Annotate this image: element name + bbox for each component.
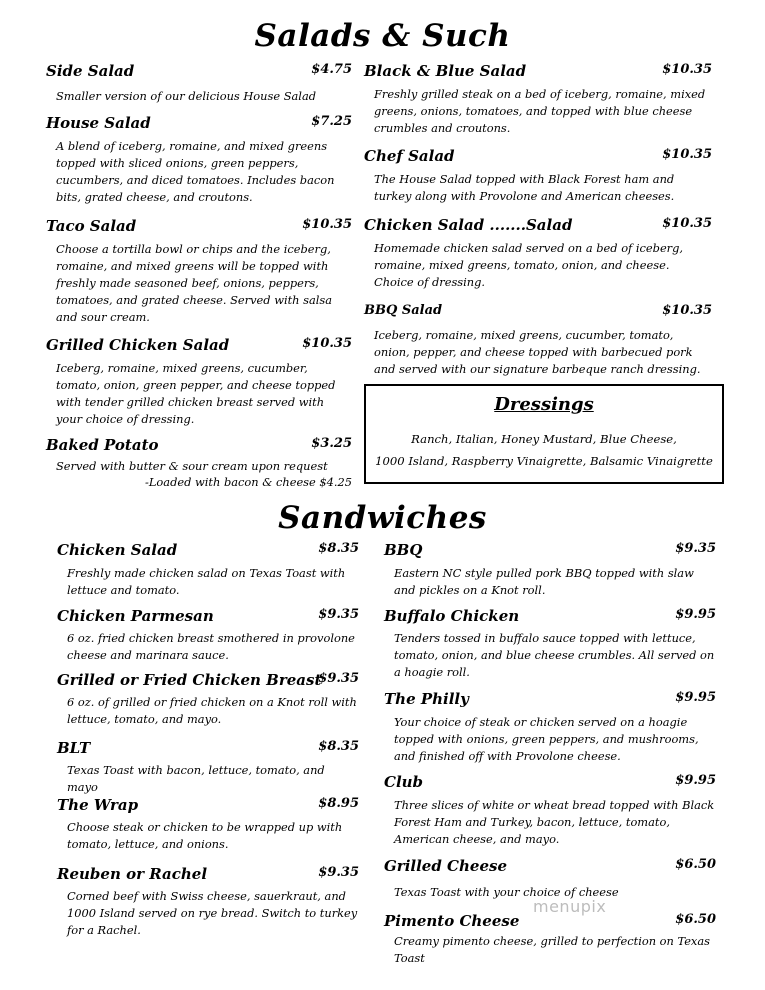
item-name: Grilled Cheese xyxy=(384,857,507,875)
item-price: $6.50 xyxy=(675,912,716,927)
item-price: $9.35 xyxy=(318,607,359,622)
sandwiches-heading: Sandwiches xyxy=(278,500,487,536)
item-name: Chef Salad xyxy=(364,147,455,165)
item-name: Side Salad xyxy=(46,62,135,80)
item-description: Corned beef with Swiss cheese, sauerkraut, and 1000 Island served on rye bread. Switch to turkey for a Rachel. xyxy=(67,889,358,937)
item-description: Served with butter & sour cream upon request xyxy=(56,459,328,473)
menu-item xyxy=(57,796,359,856)
item-description: 6 oz. fried chicken breast smothered in provolone cheese and marinara sauce. xyxy=(67,631,355,662)
item-name: House Salad xyxy=(46,114,151,132)
item-description: Choose steak or chicken to be wrapped up with tomato, lettuce, and onions. xyxy=(67,820,343,851)
item-price: $10.35 xyxy=(662,216,712,231)
item-price: $3.25 xyxy=(311,436,352,451)
item-price: $10.35 xyxy=(662,147,712,162)
menu-item xyxy=(384,857,716,901)
item-price: $8.95 xyxy=(318,796,359,811)
menu-item xyxy=(384,607,716,685)
menu-item xyxy=(384,912,716,972)
item-description: Freshly made chicken salad on Texas Toast with lettuce and tomato. xyxy=(67,566,346,597)
menu-item xyxy=(364,147,712,209)
item-price: $8.35 xyxy=(318,739,359,754)
item-description: 6 oz. of grilled or fried chicken on a Knot roll with lettuce, tomato, and mayo. xyxy=(67,695,357,726)
menu-item xyxy=(57,671,359,731)
item-description: Your choice of steak or chicken served on a hoagie topped with onions, green peppers, and mushrooms, and finished off with Provolone cheese. xyxy=(394,715,699,763)
item-price: $10.35 xyxy=(662,62,712,77)
menu-item xyxy=(57,865,359,943)
menu-item xyxy=(46,62,352,102)
item-price: $10.35 xyxy=(662,303,712,318)
menu-item xyxy=(57,541,359,601)
item-name: The Wrap xyxy=(57,796,139,814)
item-name: Club xyxy=(384,773,424,791)
menu-item xyxy=(46,436,352,492)
item-name: The Philly xyxy=(384,690,469,708)
item-name: Grilled Chicken Salad xyxy=(46,336,230,354)
item-price: $9.35 xyxy=(318,671,359,686)
item-price: $10.35 xyxy=(302,336,352,351)
menu-item xyxy=(57,607,359,667)
item-description: Three slices of white or wheat bread topped with Black Forest Ham and Turkey, bacon, lettuce, tomato, American cheese, and mayo. xyxy=(394,798,715,846)
item-price: $6.50 xyxy=(675,857,716,872)
item-description: Freshly grilled steak on a bed of iceberg, romaine, mixed greens, onions, tomatoes, and topped with blue cheese crumbles and croutons. xyxy=(374,87,706,135)
menu-item xyxy=(364,216,712,294)
item-price: $9.95 xyxy=(675,607,716,622)
menu-item xyxy=(57,739,359,799)
menu-item xyxy=(384,690,716,768)
menu-item xyxy=(46,217,352,327)
item-name: Chicken Parmesan xyxy=(57,607,214,625)
item-extra-option: -Loaded with bacon & cheese $4.25 xyxy=(145,475,352,489)
item-name: Buffalo Chicken xyxy=(384,607,520,625)
item-description: Tenders tossed in buffalo sauce topped with lettuce, tomato, onion, and blue cheese crumbles. All served on a hoagie roll. xyxy=(394,631,715,679)
menu-item xyxy=(384,541,716,601)
item-price: $9.35 xyxy=(318,865,359,880)
dressings-title: Dressings xyxy=(494,394,594,415)
dressings-line: 1000 Island, Raspberry Vinaigrette, Balsamic Vinaigrette xyxy=(375,454,713,468)
item-description: Eastern NC style pulled pork BBQ topped with slaw and pickles on a Knot roll. xyxy=(394,566,694,597)
item-price: $7.25 xyxy=(311,114,352,129)
menu-item xyxy=(46,114,352,210)
item-price: $9.95 xyxy=(675,773,716,788)
item-description: A blend of iceberg, romaine, and mixed greens topped with sliced onions, green peppers, cucumbers, and diced tomatoes. Includes bacon bits, grated cheese, and croutons. xyxy=(56,139,335,204)
menu-item xyxy=(364,62,712,142)
item-name: BBQ xyxy=(384,541,423,559)
item-description: Iceberg, romaine, mixed greens, cucumber, tomato, onion, pepper, and cheese topped with barbecued pork and served with our signature barbeque ranch dressing. xyxy=(374,328,701,376)
item-description: Choose a tortilla bowl or chips and the iceberg, romaine, and mixed greens will be topped with freshly made seasoned beef, onions, peppers, tomatoes, and grated cheese. Served with salsa and sour cream. xyxy=(56,242,333,324)
item-name: Chicken Salad xyxy=(57,541,178,559)
item-name: Grilled or Fried Chicken Breast xyxy=(57,671,322,689)
item-price: $10.35 xyxy=(302,217,352,232)
salads-heading: Salads & Such xyxy=(254,18,511,54)
item-description: The House Salad topped with Black Forest ham and turkey along with Provolone and American cheeses. xyxy=(374,172,675,203)
item-price: $9.35 xyxy=(675,541,716,556)
item-description: Texas Toast with bacon, lettuce, tomato, and mayo xyxy=(67,763,325,794)
item-description: Texas Toast with your choice of cheese xyxy=(394,885,619,899)
watermark-logo: menupix xyxy=(533,897,607,916)
item-name: BLT xyxy=(57,739,91,757)
item-price: $8.35 xyxy=(318,541,359,556)
item-name: Taco Salad xyxy=(46,217,137,235)
item-description: Creamy pimento cheese, grilled to perfection on Texas Toast xyxy=(394,934,710,965)
item-description: Iceberg, romaine, mixed greens, cucumber, tomato, onion, green pepper, and cheese topped with tender grilled chicken breast served with your choice of dressing. xyxy=(56,361,336,426)
dressings-box xyxy=(364,384,724,484)
item-name: Black & Blue Salad xyxy=(364,62,527,80)
menu-item xyxy=(384,773,716,851)
item-name: Reuben or Rachel xyxy=(57,865,208,883)
item-name: Pimento Cheese xyxy=(384,912,520,930)
dressings-line: Ranch, Italian, Honey Mustard, Blue Cheese, xyxy=(411,432,677,446)
item-name: Baked Potato xyxy=(46,436,159,454)
item-description: Smaller version of our delicious House Salad xyxy=(56,89,317,103)
menu-item xyxy=(364,303,712,381)
item-name: Chicken Salad .......Salad xyxy=(364,216,573,234)
item-name: BBQ Salad xyxy=(364,303,443,318)
item-price: $4.75 xyxy=(311,62,352,77)
item-price: $9.95 xyxy=(675,690,716,705)
menu-item xyxy=(46,336,352,431)
item-description: Homemade chicken salad served on a bed of iceberg, romaine, mixed greens, tomato, onion, and cheese. Choice of dressing. xyxy=(374,241,684,289)
